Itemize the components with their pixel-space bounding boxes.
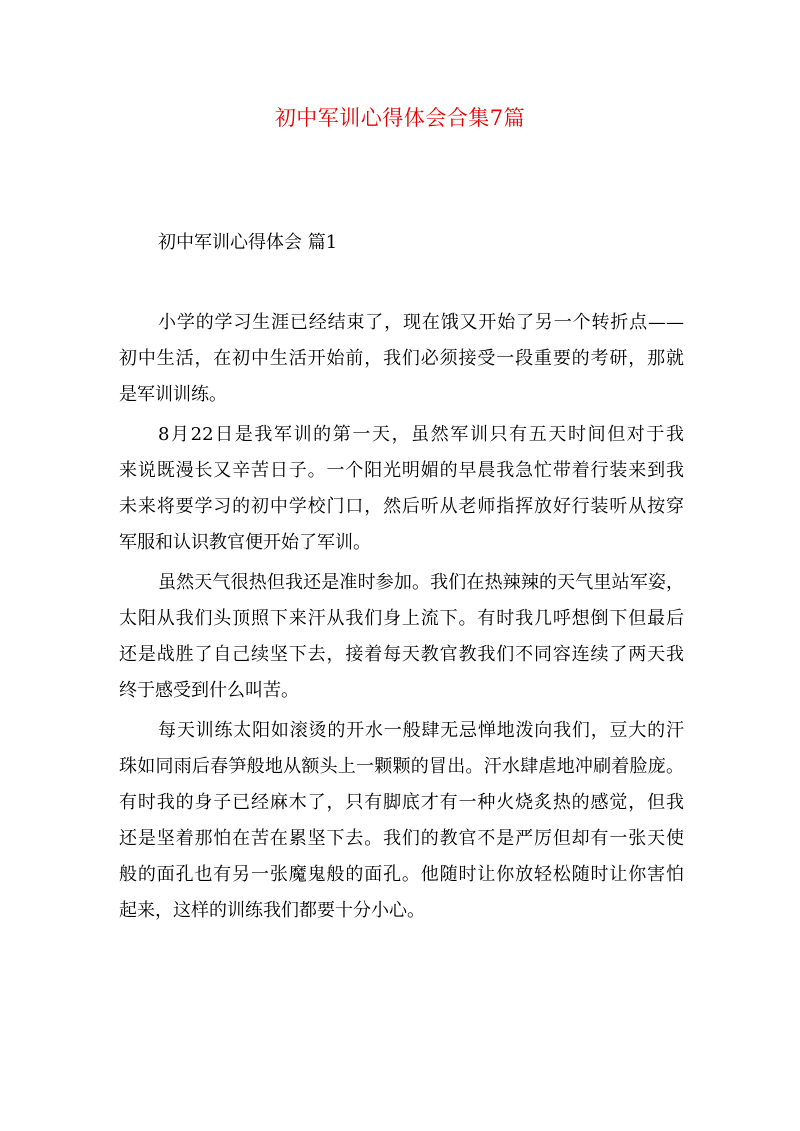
paragraph-line: 军服和认识教官便开始了军训。 [119, 532, 371, 553]
paragraph-line: 珠如同雨后春笋般地从额头上一颗颗的冒出。汗水肆虐地冲刷着脸庞。 [119, 756, 684, 777]
paragraph-line: 初中生活，在初中生活开始前，我们必须接受一段重要的考研，那就 [119, 348, 684, 369]
paragraph-line: 有时我的身子已经麻木了，只有脚底才有一种火烧炙热的感觉，但我 [119, 792, 684, 813]
paragraph-2 [119, 417, 684, 561]
paragraph-line: 虽然天气很热但我还是准时参加。我们在热辣辣的天气里站军姿， [158, 572, 684, 593]
paragraph-line: 小学的学习生涯已经结束了，现在饿又开始了另一个转折点—— [158, 312, 684, 333]
paragraph-3 [119, 565, 684, 709]
paragraph-line: 8月22日是我军训的第一天，虽然军训只有五天时间但对于我 [158, 424, 684, 445]
paragraph-1 [119, 305, 684, 413]
paragraph-line: 终于感受到什么叫苦。 [119, 680, 299, 701]
paragraph-line: 太阳从我们头顶照下来汗从我们身上流下。有时我几呼想倒下但最后 [119, 608, 684, 629]
body-text [119, 305, 684, 933]
paragraph-4 [119, 713, 684, 929]
paragraph-line: 来说既漫长又辛苦日子。一个阳光明媚的早晨我急忙带着行装来到我 [119, 460, 684, 481]
paragraph-line: 起来，这样的训练我们都要十分小心。 [119, 900, 425, 921]
paragraph-line: 是军训训练。 [119, 384, 227, 405]
paragraph-line: 还是坚着那怕在苦在累坚下去。我们的教官不是严厉但却有一张天使 [119, 828, 684, 849]
paragraph-line: 每天训练太阳如滚烫的开水一般肆无忌惮地泼向我们，豆大的汗 [158, 720, 684, 741]
document-title: 初中军训心得体会合集7篇 [274, 106, 526, 130]
paragraph-line: 般的面孔也有另一张魔鬼般的面孔。他随时让你放轻松随时让你害怕 [119, 864, 684, 885]
section-heading: 初中军训心得体会 篇1 [158, 232, 338, 253]
paragraph-line: 未来将要学习的初中学校门口，然后听从老师指挥放好行装听从按穿 [119, 496, 684, 517]
paragraph-line: 还是战胜了自己续坚下去，接着每天教官教我们不同容连续了两天我 [119, 644, 684, 665]
